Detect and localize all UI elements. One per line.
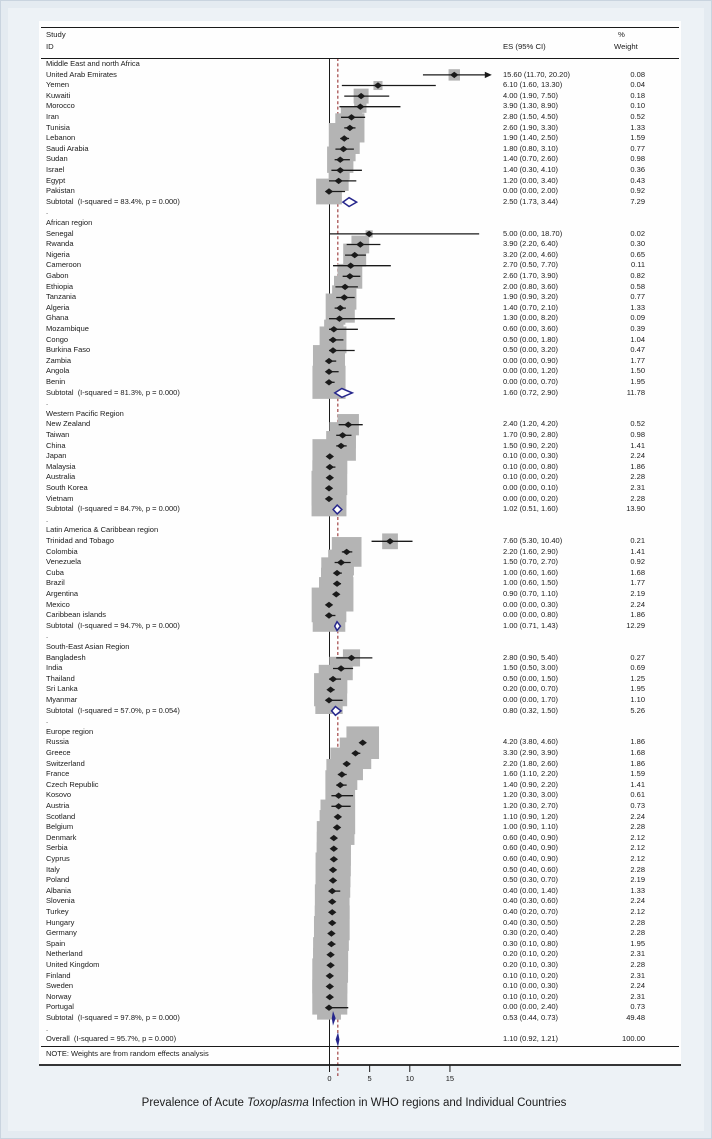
sub-es-ci-value: 0.53 (0.44, 0.73) bbox=[503, 1012, 559, 1022]
study-weight-value: 0.08 bbox=[630, 69, 645, 79]
study-label: Pakistan bbox=[46, 186, 75, 196]
study-label: Scotland bbox=[46, 811, 76, 821]
study-label: Netherland bbox=[46, 949, 83, 959]
study-es-ci-value: 2.20 (1.60, 2.90) bbox=[503, 546, 559, 556]
chart-title-pre: Prevalence of Acute bbox=[141, 1097, 248, 1109]
study-label: Gabon bbox=[46, 270, 69, 280]
study-weight-value: 0.21 bbox=[630, 535, 645, 545]
study-label: Cyprus bbox=[46, 853, 70, 863]
sub-weight-value: 49.48 bbox=[626, 1012, 645, 1022]
study-es-ci-value: 0.90 (0.70, 1.10) bbox=[503, 588, 559, 598]
study-es-ci-value: 1.40 (0.70, 2.10) bbox=[503, 302, 559, 312]
region-header-label: Middle East and north Africa bbox=[46, 58, 140, 68]
region-header-label: Europe region bbox=[46, 726, 94, 736]
study-label: Angola bbox=[46, 366, 70, 376]
study-label: Mozambique bbox=[46, 323, 89, 333]
study-es-ci-value: 0.00 (0.00, 0.70) bbox=[503, 376, 559, 386]
spacer-dot: . bbox=[46, 1023, 49, 1033]
study-label: Cuba bbox=[46, 567, 64, 577]
study-label: Iran bbox=[46, 111, 59, 121]
study-weight-value: 0.36 bbox=[630, 164, 645, 174]
study-label: Brazil bbox=[46, 578, 65, 588]
chart-title-italic: Toxoplasma bbox=[247, 1097, 309, 1109]
study-weight-value: 2.24 bbox=[630, 896, 645, 906]
study-es-ci-value: 15.60 (11.70, 20.20) bbox=[503, 69, 570, 79]
study-es-ci-value: 1.20 (0.00, 3.40) bbox=[503, 175, 559, 185]
study-weight-value: 0.27 bbox=[630, 652, 645, 662]
overall-weight-value: 100.00 bbox=[622, 1034, 645, 1044]
study-es-ci-value: 0.50 (0.00, 1.80) bbox=[503, 334, 559, 344]
study-weight-value: 0.18 bbox=[630, 90, 645, 100]
study-label: Benin bbox=[46, 376, 66, 386]
study-label: Italy bbox=[46, 864, 60, 874]
study-label: Hungary bbox=[46, 917, 75, 927]
study-es-ci-value: 1.40 (0.70, 2.60) bbox=[503, 154, 559, 164]
col-header-es: ES (95% CI) bbox=[503, 42, 546, 51]
study-label: Greece bbox=[46, 747, 71, 757]
study-label: India bbox=[46, 663, 63, 673]
study-weight-value: 1.41 bbox=[630, 440, 645, 450]
study-es-ci-value: 1.00 (0.60, 1.60) bbox=[503, 567, 559, 577]
study-label: Ghana bbox=[46, 313, 69, 323]
study-weight-value: 1.25 bbox=[630, 673, 645, 683]
study-weight-value: 1.41 bbox=[630, 779, 645, 789]
study-label: Thailand bbox=[46, 673, 75, 683]
study-weight-value: 0.02 bbox=[630, 228, 645, 238]
chart-title bbox=[1, 1097, 707, 1109]
study-label: China bbox=[46, 440, 66, 450]
study-weight-value: 1.86 bbox=[630, 610, 645, 620]
region-header-label: African region bbox=[46, 217, 93, 227]
study-weight-value: 0.77 bbox=[630, 292, 645, 302]
study-label: Poland bbox=[46, 875, 70, 885]
study-weight-value: 1.33 bbox=[630, 122, 645, 132]
study-weight-value: 0.58 bbox=[630, 281, 645, 291]
study-label: Bangladesh bbox=[46, 652, 86, 662]
study-label: Denmark bbox=[46, 832, 77, 842]
study-label: Venezuela bbox=[46, 557, 82, 567]
study-weight-value: 0.11 bbox=[630, 260, 645, 270]
study-es-ci-value: 1.30 (0.00, 8.20) bbox=[503, 313, 559, 323]
study-label: Ethiopia bbox=[46, 281, 74, 291]
sub-es-ci-value: 1.02 (0.51, 1.60) bbox=[503, 504, 559, 514]
study-es-ci-value: 1.90 (0.90, 3.20) bbox=[503, 292, 559, 302]
sub-es-ci-value: 1.60 (0.72, 2.90) bbox=[503, 387, 559, 397]
study-weight-value: 0.10 bbox=[630, 101, 645, 111]
study-weight-value: 2.24 bbox=[630, 811, 645, 821]
study-es-ci-value: 3.90 (1.30, 8.90) bbox=[503, 101, 559, 111]
sub-label: Subtotal (I-squared = 84.7%, p = 0.000) bbox=[46, 504, 180, 514]
study-es-ci-value: 0.20 (0.00, 0.70) bbox=[503, 684, 559, 694]
x-tick-label: 15 bbox=[445, 1074, 455, 1083]
study-es-ci-value: 1.20 (0.30, 2.70) bbox=[503, 800, 559, 810]
study-es-ci-value: 1.90 (1.40, 2.50) bbox=[503, 133, 559, 143]
study-label: Belgium bbox=[46, 822, 74, 832]
study-weight-value: 1.50 bbox=[630, 366, 645, 376]
study-weight-value: 2.12 bbox=[630, 853, 645, 863]
study-label: Yemen bbox=[46, 80, 70, 90]
study-es-ci-value: 0.10 (0.00, 0.30) bbox=[503, 451, 559, 461]
study-es-ci-value: 1.50 (0.90, 2.20) bbox=[503, 440, 559, 450]
study-es-ci-value: 0.00 (0.00, 0.90) bbox=[503, 355, 559, 365]
sub-label: Subtotal (I-squared = 57.0%, p = 0.054) bbox=[46, 705, 180, 715]
overall-label: Overall (I-squared = 95.7%, p = 0.000) bbox=[46, 1034, 177, 1044]
chart-title-post: Infection in WHO regions and Individual Countries bbox=[308, 1097, 567, 1109]
study-es-ci-value: 0.10 (0.10, 0.20) bbox=[503, 991, 559, 1001]
study-label: Spain bbox=[46, 938, 66, 948]
sub-label: Subtotal (I-squared = 94.7%, p = 0.000) bbox=[46, 620, 180, 630]
study-weight-value: 2.24 bbox=[630, 451, 645, 461]
sub-weight-value: 7.29 bbox=[630, 196, 645, 206]
x-tick-label: 5 bbox=[367, 1074, 372, 1083]
study-label: Saudi Arabia bbox=[46, 143, 89, 153]
study-weight-value: 2.12 bbox=[630, 832, 645, 842]
study-label: Sri Lanka bbox=[46, 684, 78, 694]
study-es-ci-value: 0.10 (0.00, 0.20) bbox=[503, 472, 559, 482]
study-label: Russia bbox=[46, 737, 69, 747]
study-es-ci-value: 2.80 (1.50, 4.50) bbox=[503, 111, 559, 121]
study-label: Nigeria bbox=[46, 249, 70, 259]
study-es-ci-value: 0.00 (0.00, 0.10) bbox=[503, 482, 559, 492]
study-es-ci-value: 0.40 (0.20, 0.70) bbox=[503, 906, 559, 916]
study-label: Egypt bbox=[46, 175, 66, 185]
study-es-ci-value: 0.00 (0.00, 0.20) bbox=[503, 493, 559, 503]
study-weight-value: 2.31 bbox=[630, 949, 645, 959]
study-weight-value: 1.04 bbox=[630, 334, 645, 344]
study-label: Congo bbox=[46, 334, 69, 344]
study-label: Switzerland bbox=[46, 758, 85, 768]
study-weight-value: 0.98 bbox=[630, 154, 645, 164]
study-es-ci-value: 1.00 (0.60, 1.50) bbox=[503, 578, 559, 588]
study-es-ci-value: 0.00 (0.00, 1.20) bbox=[503, 366, 559, 376]
study-es-ci-value: 0.60 (0.40, 0.90) bbox=[503, 853, 559, 863]
study-weight-value: 2.19 bbox=[630, 875, 645, 885]
study-label: Norway bbox=[46, 991, 72, 1001]
study-weight-value: 0.73 bbox=[630, 800, 645, 810]
region-header-label: Western Pacific Region bbox=[46, 408, 124, 418]
study-weight-value: 2.31 bbox=[630, 970, 645, 980]
study-label: Japan bbox=[46, 451, 67, 461]
study-weight-value: 1.95 bbox=[630, 684, 645, 694]
study-es-ci-value: 0.10 (0.10, 0.20) bbox=[503, 970, 559, 980]
study-label: Sweden bbox=[46, 981, 74, 991]
study-label: France bbox=[46, 769, 70, 779]
study-weight-value: 1.95 bbox=[630, 376, 645, 386]
study-weight-value: 1.59 bbox=[630, 769, 645, 779]
study-es-ci-value: 2.60 (1.70, 3.90) bbox=[503, 270, 559, 280]
study-label: Trinidad and Tobago bbox=[46, 535, 114, 545]
col-header-study bbox=[46, 29, 66, 53]
study-label: Turkey bbox=[46, 906, 69, 916]
sub-label: Subtotal (I-squared = 97.8%, p = 0.000) bbox=[46, 1012, 180, 1022]
study-weight-value: 0.43 bbox=[630, 175, 645, 185]
study-weight-value: 1.77 bbox=[630, 355, 645, 365]
study-weight-value: 1.33 bbox=[630, 885, 645, 895]
study-weight-value: 2.31 bbox=[630, 482, 645, 492]
study-es-ci-value: 2.60 (1.90, 3.30) bbox=[503, 122, 559, 132]
study-weight-value: 2.28 bbox=[630, 864, 645, 874]
study-weight-value: 0.30 bbox=[630, 239, 645, 249]
study-weight-value: 0.39 bbox=[630, 323, 645, 333]
study-weight-value: 0.52 bbox=[630, 419, 645, 429]
study-es-ci-value: 0.50 (0.30, 0.70) bbox=[503, 875, 559, 885]
study-label: Tanzania bbox=[46, 292, 77, 302]
study-es-ci-value: 2.80 (0.90, 5.40) bbox=[503, 652, 559, 662]
study-es-ci-value: 2.00 (0.80, 3.60) bbox=[503, 281, 559, 291]
sub-es-ci-value: 0.80 (0.32, 1.50) bbox=[503, 705, 559, 715]
study-weight-value: 0.73 bbox=[630, 1002, 645, 1012]
spacer-dot: . bbox=[46, 631, 49, 641]
study-label: Burkina Faso bbox=[46, 345, 91, 355]
study-es-ci-value: 0.60 (0.40, 0.90) bbox=[503, 832, 559, 842]
spacer-dot: . bbox=[46, 716, 49, 726]
study-es-ci-value: 0.40 (0.00, 1.40) bbox=[503, 885, 559, 895]
study-weight-value: 1.10 bbox=[630, 694, 645, 704]
col-header-pct: % bbox=[618, 30, 625, 39]
study-label: Taiwan bbox=[46, 429, 70, 439]
study-es-ci-value: 0.40 (0.30, 0.50) bbox=[503, 917, 559, 927]
study-weight-value: 0.69 bbox=[630, 663, 645, 673]
study-weight-value: 0.82 bbox=[630, 270, 645, 280]
study-weight-value: 0.65 bbox=[630, 249, 645, 259]
study-es-ci-value: 0.20 (0.10, 0.20) bbox=[503, 949, 559, 959]
sub-label: Subtotal (I-squared = 83.4%, p = 0.000) bbox=[46, 196, 180, 206]
study-es-ci-value: 0.50 (0.40, 0.60) bbox=[503, 864, 559, 874]
study-label: Mexico bbox=[46, 599, 70, 609]
study-es-ci-value: 0.50 (0.00, 3.20) bbox=[503, 345, 559, 355]
study-es-ci-value: 5.00 (0.00, 18.70) bbox=[503, 228, 563, 238]
study-label: Albania bbox=[46, 885, 72, 895]
region-header-label: South-East Asian Region bbox=[46, 641, 130, 651]
study-es-ci-value: 0.00 (0.00, 1.70) bbox=[503, 694, 559, 704]
study-label: New Zealand bbox=[46, 419, 91, 429]
study-es-ci-value: 2.40 (1.20, 4.20) bbox=[503, 419, 559, 429]
study-label: Lebanon bbox=[46, 133, 76, 143]
study-weight-value: 1.33 bbox=[630, 302, 645, 312]
study-weight-value: 2.19 bbox=[630, 588, 645, 598]
study-weight-value: 1.86 bbox=[630, 461, 645, 471]
region-header-label: Latin America & Caribbean region bbox=[46, 525, 159, 535]
study-weight-value: 1.41 bbox=[630, 546, 645, 556]
study-weight-value: 1.59 bbox=[630, 133, 645, 143]
study-es-ci-value: 0.10 (0.00, 0.80) bbox=[503, 461, 559, 471]
study-es-ci-value: 1.10 (0.90, 1.20) bbox=[503, 811, 559, 821]
study-label: Cameroon bbox=[46, 260, 82, 270]
study-label: Australia bbox=[46, 472, 76, 482]
study-weight-value: 1.68 bbox=[630, 567, 645, 577]
study-weight-value: 1.86 bbox=[630, 758, 645, 768]
study-es-ci-value: 0.00 (0.00, 0.80) bbox=[503, 610, 559, 620]
study-label: Kuwaiti bbox=[46, 90, 71, 100]
study-es-ci-value: 1.70 (0.90, 2.80) bbox=[503, 429, 559, 439]
col-header-study-line2: ID bbox=[46, 42, 54, 51]
study-label: Germany bbox=[46, 928, 77, 938]
study-es-ci-value: 0.10 (0.00, 0.30) bbox=[503, 981, 559, 991]
sub-weight-value: 11.78 bbox=[626, 387, 645, 397]
study-weight-value: 2.31 bbox=[630, 991, 645, 1001]
spacer-dot: . bbox=[46, 207, 49, 217]
study-label: Argentina bbox=[46, 588, 79, 598]
study-weight-value: 1.77 bbox=[630, 578, 645, 588]
study-label: Kosovo bbox=[46, 790, 72, 800]
study-label: Vietnam bbox=[46, 493, 74, 503]
study-weight-value: 0.77 bbox=[630, 143, 645, 153]
study-weight-value: 2.28 bbox=[630, 822, 645, 832]
study-weight-value: 0.09 bbox=[630, 313, 645, 323]
study-label: Malaysia bbox=[46, 461, 76, 471]
study-weight-value: 2.12 bbox=[630, 843, 645, 853]
study-weight-value: 0.92 bbox=[630, 557, 645, 567]
study-weight-value: 0.92 bbox=[630, 186, 645, 196]
study-es-ci-value: 0.60 (0.00, 3.60) bbox=[503, 323, 559, 333]
col-header-study-line1: Study bbox=[46, 30, 66, 39]
study-weight-value: 0.52 bbox=[630, 111, 645, 121]
study-weight-value: 2.12 bbox=[630, 906, 645, 916]
study-label: Portugal bbox=[46, 1002, 74, 1012]
study-es-ci-value: 0.00 (0.00, 2.00) bbox=[503, 186, 559, 196]
study-weight-value: 0.47 bbox=[630, 345, 645, 355]
study-weight-value: 1.95 bbox=[630, 938, 645, 948]
study-es-ci-value: 1.50 (0.50, 3.00) bbox=[503, 663, 559, 673]
study-weight-value: 0.98 bbox=[630, 429, 645, 439]
study-label: Caribbean islands bbox=[46, 610, 107, 620]
study-label: Rwanda bbox=[46, 239, 74, 249]
study-weight-value: 2.28 bbox=[630, 928, 645, 938]
study-es-ci-value: 0.20 (0.10, 0.30) bbox=[503, 959, 559, 969]
study-es-ci-value: 1.40 (0.30, 4.10) bbox=[503, 164, 559, 174]
sub-weight-value: 13.90 bbox=[626, 504, 645, 514]
sub-es-ci-value: 1.00 (0.71, 1.43) bbox=[503, 620, 559, 630]
study-es-ci-value: 3.20 (2.00, 4.60) bbox=[503, 249, 559, 259]
study-weight-value: 1.68 bbox=[630, 747, 645, 757]
study-label: Slovenia bbox=[46, 896, 75, 906]
overall-es-ci-value: 1.10 (0.92, 1.21) bbox=[503, 1034, 559, 1044]
study-es-ci-value: 2.20 (1.80, 2.60) bbox=[503, 758, 559, 768]
sub-es-ci-value: 2.50 (1.73, 3.44) bbox=[503, 196, 559, 206]
x-tick-label: 10 bbox=[405, 1074, 414, 1083]
study-weight-value: 1.86 bbox=[630, 737, 645, 747]
study-label: Austria bbox=[46, 800, 70, 810]
study-label: Myanmar bbox=[46, 694, 78, 704]
study-label: Tunisia bbox=[46, 122, 70, 132]
study-es-ci-value: 4.20 (3.80, 4.60) bbox=[503, 737, 559, 747]
study-es-ci-value: 1.20 (0.30, 3.00) bbox=[503, 790, 559, 800]
x-tick-label: 0 bbox=[327, 1074, 332, 1083]
study-es-ci-value: 0.60 (0.40, 0.90) bbox=[503, 843, 559, 853]
study-weight-value: 2.28 bbox=[630, 917, 645, 927]
study-es-ci-value: 2.70 (0.50, 7.70) bbox=[503, 260, 559, 270]
study-label: Morocco bbox=[46, 101, 75, 111]
study-weight-value: 2.28 bbox=[630, 959, 645, 969]
study-weight-value: 2.28 bbox=[630, 472, 645, 482]
study-es-ci-value: 3.90 (2.20, 6.40) bbox=[503, 239, 559, 249]
study-label: Sudan bbox=[46, 154, 68, 164]
study-weight-value: 2.28 bbox=[630, 493, 645, 503]
study-weight-value: 2.24 bbox=[630, 981, 645, 991]
study-es-ci-value: 0.50 (0.00, 1.50) bbox=[503, 673, 559, 683]
study-es-ci-value: 4.00 (1.90, 7.50) bbox=[503, 90, 559, 100]
study-label: United Arab Emirates bbox=[46, 69, 117, 79]
study-es-ci-value: 0.00 (0.00, 0.30) bbox=[503, 599, 559, 609]
study-label: Colombia bbox=[46, 546, 78, 556]
study-label: United Kingdom bbox=[46, 959, 100, 969]
study-es-ci-value: 0.30 (0.20, 0.40) bbox=[503, 928, 559, 938]
study-es-ci-value: 7.60 (5.30, 10.40) bbox=[503, 535, 563, 545]
study-label: Serbia bbox=[46, 843, 68, 853]
spacer-dot: . bbox=[46, 398, 49, 408]
study-label: Zambia bbox=[46, 355, 72, 365]
study-weight-value: 0.04 bbox=[630, 80, 645, 90]
study-es-ci-value: 1.40 (0.90, 2.20) bbox=[503, 779, 559, 789]
col-header-weight: Weight bbox=[614, 42, 638, 51]
study-label: Algeria bbox=[46, 302, 70, 312]
note-text: NOTE: Weights are from random effects analysis bbox=[46, 1049, 209, 1058]
study-label: South Korea bbox=[46, 482, 88, 492]
study-label: Czech Republic bbox=[46, 779, 99, 789]
study-weight-value: 0.61 bbox=[630, 790, 645, 800]
sub-weight-value: 12.29 bbox=[626, 620, 645, 630]
spacer-dot: . bbox=[46, 514, 49, 524]
study-label: Senegal bbox=[46, 228, 74, 238]
study-weight-value: 2.24 bbox=[630, 599, 645, 609]
study-es-ci-value: 0.40 (0.30, 0.60) bbox=[503, 896, 559, 906]
study-es-ci-value: 3.30 (2.90, 3.90) bbox=[503, 747, 559, 757]
study-label: Finland bbox=[46, 970, 71, 980]
study-es-ci-value: 0.00 (0.00, 2.40) bbox=[503, 1002, 559, 1012]
study-es-ci-value: 1.60 (1.10, 2.20) bbox=[503, 769, 559, 779]
sub-weight-value: 5.26 bbox=[630, 705, 645, 715]
study-es-ci-value: 1.50 (0.70, 2.70) bbox=[503, 557, 559, 567]
study-es-ci-value: 1.00 (0.90, 1.10) bbox=[503, 822, 559, 832]
sub-label: Subtotal (I-squared = 81.3%, p = 0.000) bbox=[46, 387, 180, 397]
study-es-ci-value: 0.30 (0.10, 0.80) bbox=[503, 938, 559, 948]
study-label: Israel bbox=[46, 164, 65, 174]
study-es-ci-value: 6.10 (1.60, 13.30) bbox=[503, 80, 563, 90]
study-es-ci-value: 1.80 (0.80, 3.10) bbox=[503, 143, 559, 153]
